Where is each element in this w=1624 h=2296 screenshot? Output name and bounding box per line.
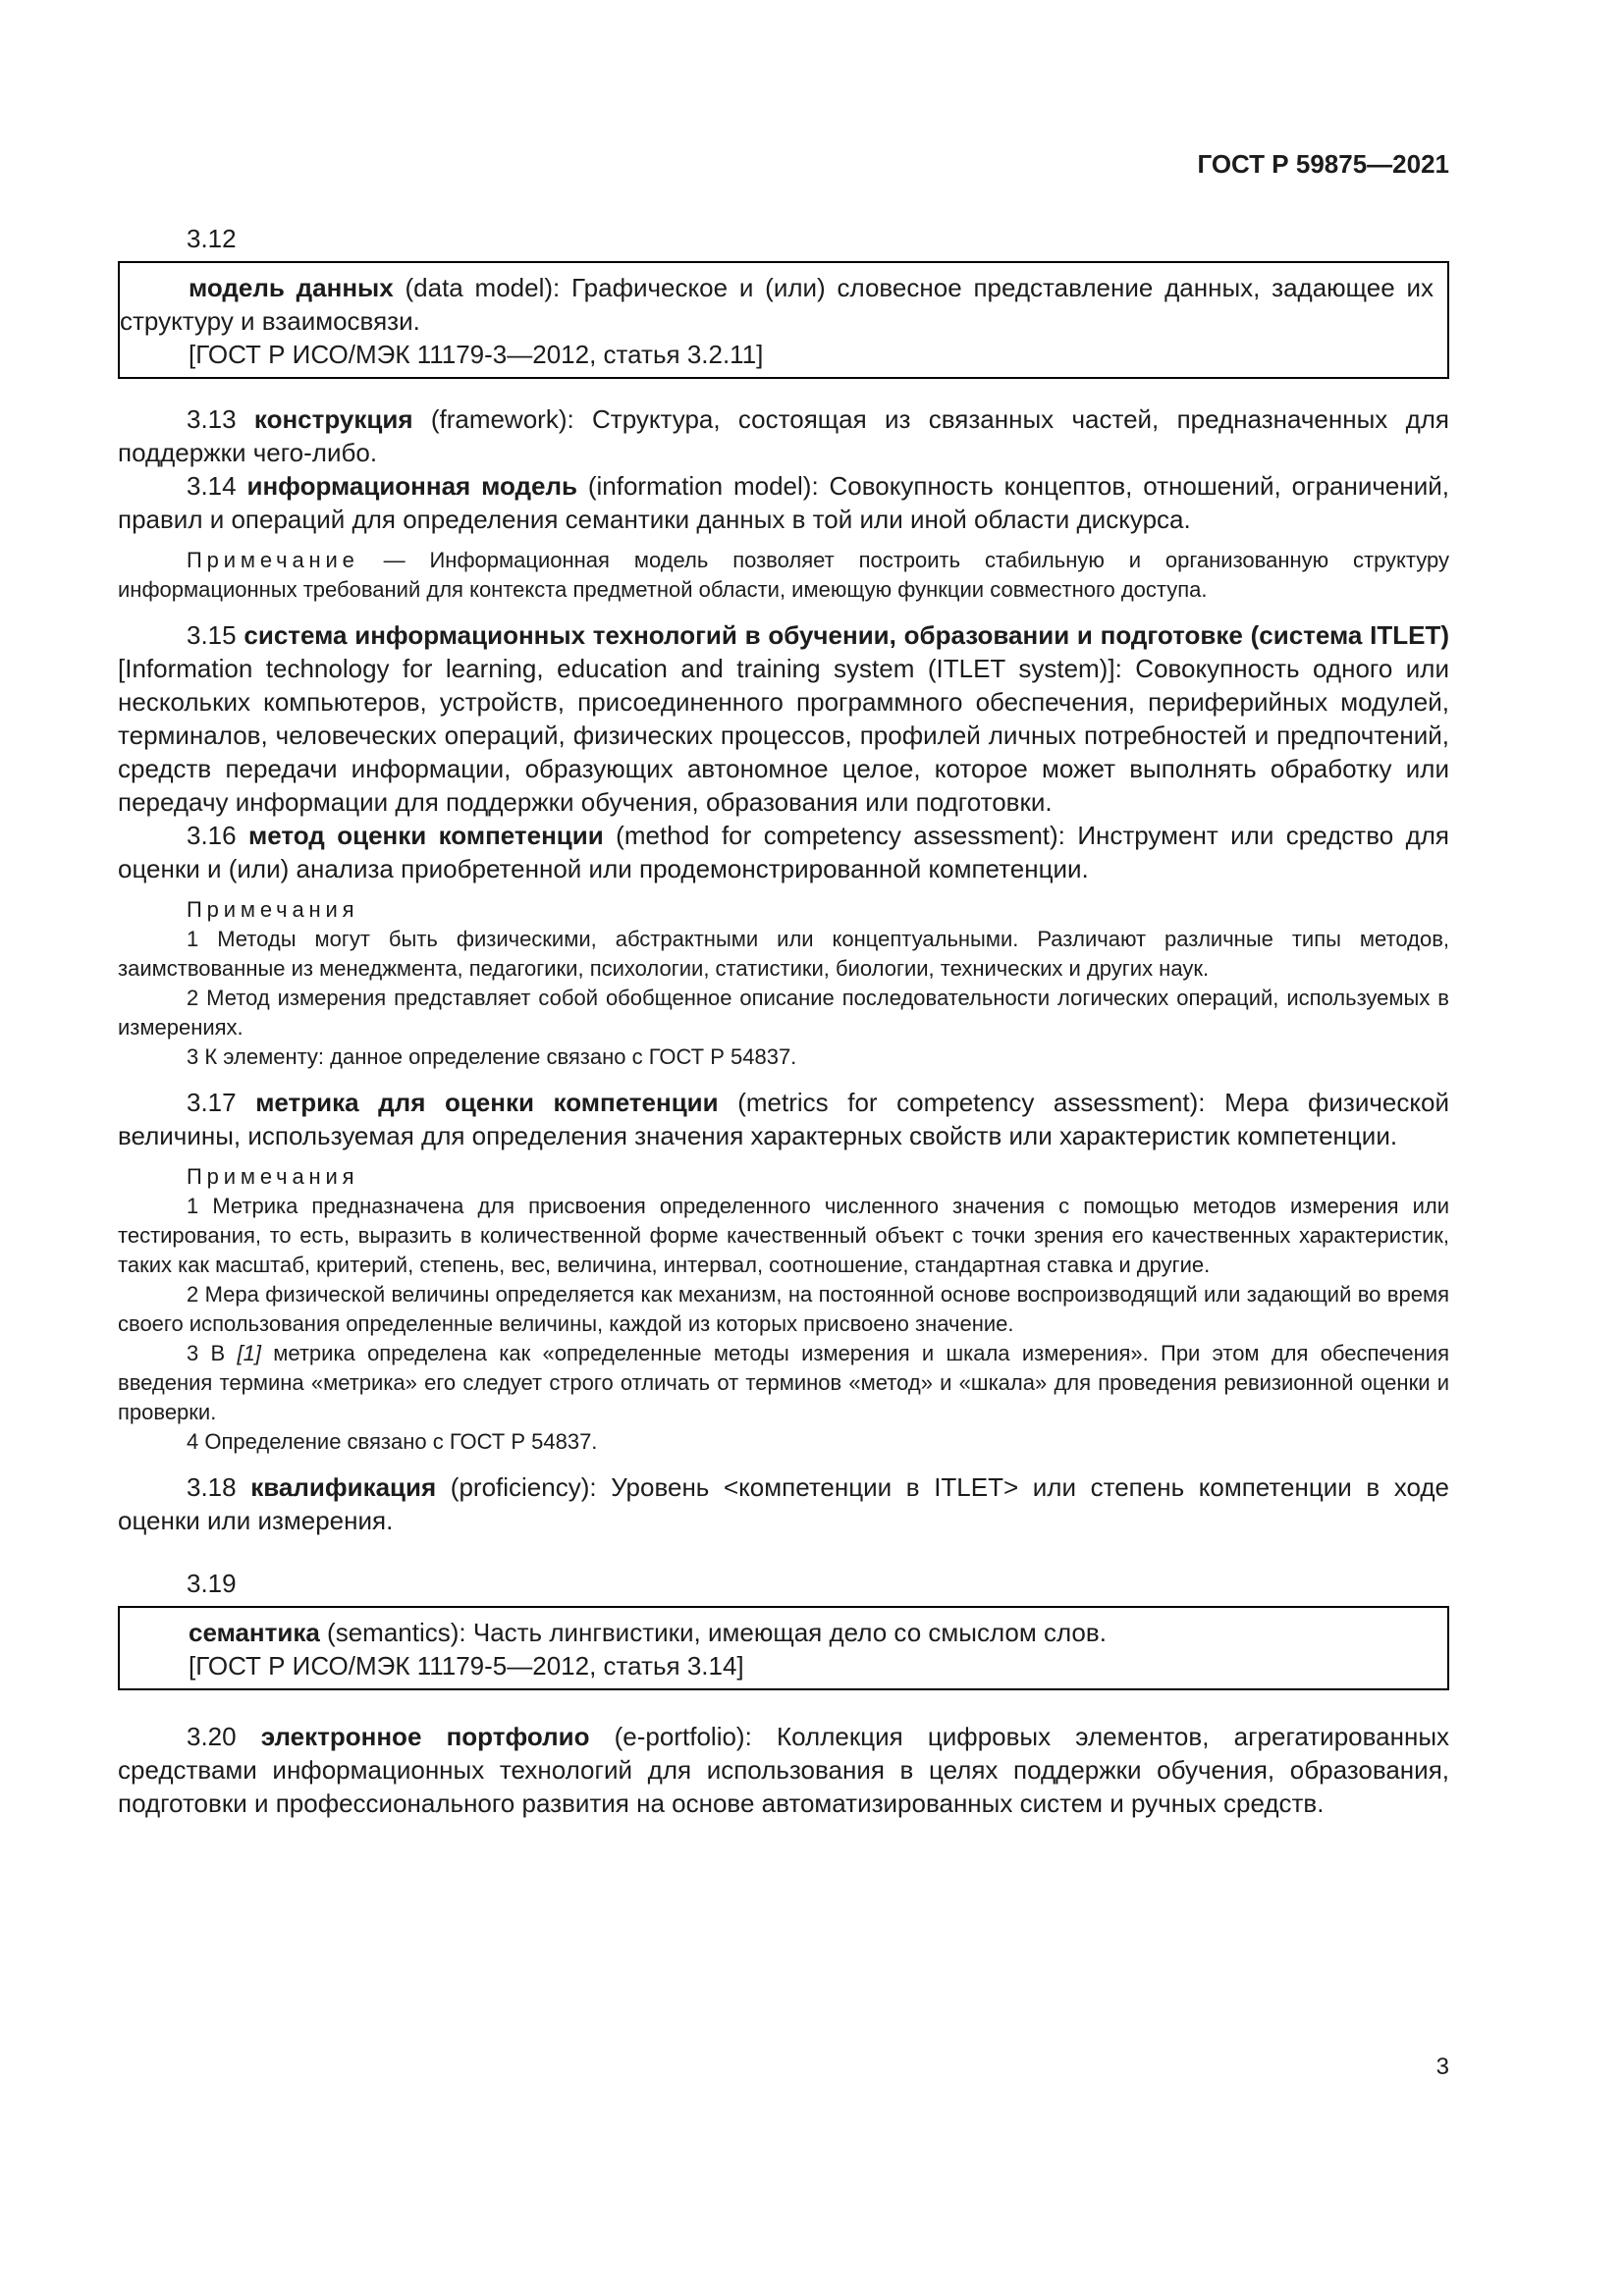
term-english: (proficiency): [436, 1472, 612, 1502]
definition-text: Уровень <компетенции в ITLET> или степень компетенции в ходе оценки или измерения. [118, 1472, 1450, 1535]
source-reference: [ГОСТ Р ИСО/МЭК 11179-3—2012, статья 3.2.11] [189, 340, 764, 369]
definition-text: Инструмент или средство для оценки и (или) анализа приобретенной или продемонстрированной компетенции. [118, 821, 1450, 883]
term-english: (semantics): [319, 1618, 473, 1647]
section-number: 3.16 [187, 821, 249, 850]
term-english: (framework): [412, 404, 593, 434]
section-number: 3.19 [187, 1569, 237, 1598]
document-body [118, 222, 1449, 1820]
definition-paragraph [118, 1086, 1449, 1152]
page-number: 3 [1435, 2054, 1449, 2080]
note-item: 2 Метод измерения представляет собой обобщенное описание последовательности логических операций, используемых в измерениях. [118, 986, 1449, 1040]
definition-paragraph [120, 1616, 1434, 1649]
term-english: (information model): [576, 471, 830, 501]
term: квалификация [250, 1472, 437, 1502]
section-number: 3.18 [187, 1472, 251, 1502]
definition-paragraph [120, 271, 1434, 338]
term-english: [Information technology for learning, education and training system (ITLET system)]: [118, 654, 1136, 683]
definition-paragraph [118, 1720, 1449, 1820]
definition-text: Коллекция цифровых элементов, агрегатированных средствами информационных технологий для использования в целях поддержки обучения, образования, подготовки и профессионального развития на основе автоматизированных систем и ручных средств. [118, 1722, 1450, 1818]
section-number: 3.14 [187, 471, 247, 501]
definition-text: Совокупность одного или нескольких компьютеров, устройств, присоединенного программного обеспечения, периферийных модулей, терминалов, человеческих операций, физических процессов, профилей личных потребностей и предпочтений, средств передачи информации, образующих автономное целое, которое может выполнять обработку или передачу информации для поддержки обучения, образования или подготовки. [118, 654, 1449, 817]
note-paragraph [118, 546, 1449, 605]
term: электронное портфолио [260, 1722, 590, 1751]
term: информационная модель [246, 471, 577, 501]
term: конструкция [253, 404, 413, 434]
note-item: 3 В [1] метрика определена как «определенные методы измерения и шкала измерения». При этом для обеспечения введения термина «метрика» его следует строго отличать от терминов «метод» и «шкала» для проведения ревизионной оценки и проверки. [118, 1341, 1449, 1424]
note-item: 2 Мера физической величины определяется как механизм, на постоянной основе воспроизводящий или задающий во время своего использования определенные величины, каждой из которых присвоено значение. [118, 1282, 1449, 1336]
notes-label: Примечания [187, 1164, 359, 1189]
note-item: 1 Методы могут быть физическими, абстрактными или концептуальными. Различают различные типы методов, заимствованные из менеджмента, педагогики, психологии, статистики, биологии, технических и других наук. [118, 927, 1449, 981]
definition-text: Часть лингвистики, имеющая дело со смыслом слов. [472, 1618, 1107, 1647]
term: метод оценки компетенции [248, 821, 604, 850]
definition-paragraph [118, 819, 1449, 885]
term: семантика [189, 1618, 320, 1647]
term-english: (method for competency assessment): [603, 821, 1078, 850]
definition-paragraph [118, 402, 1449, 469]
definition-text: Мера физической величины, используемая для определения значения характерных свойств или характеристик компетенции. [118, 1088, 1449, 1150]
note-text: — Информационная модель позволяет построить стабильную и организованную структуру информационных требований для контекста предметной области, имеющую функции совместного доступа. [118, 548, 1449, 602]
term-english: (metrics for competency assessment): [718, 1088, 1225, 1117]
definition-paragraph [118, 618, 1449, 819]
section-number: 3.15 [187, 620, 244, 650]
source-reference: [ГОСТ Р ИСО/МЭК 11179-5—2012, статья 3.14] [189, 1651, 744, 1681]
definition-text: Совокупность концептов, отношений, ограничений, правил и операций для определения семантики данных в той или иной области дискурса. [118, 471, 1450, 534]
note-item: 1 Метрика предназначена для присвоения определенного численного значения с помощью методов измерения или тестирования, то есть, выразить в количественной форме качественный объект с точки зрения его качественных характеристик, таких как масштаб, критерий, степень, вес, величина, интервал, соотношение, стандартная ставка и другие. [118, 1194, 1449, 1277]
standard-header: ГОСТ Р 59875—2021 [1197, 149, 1449, 179]
term: метрика для оценки компетенции [255, 1088, 719, 1117]
note-item: 4 Определение связано с ГОСТ Р 54837. [187, 1429, 598, 1454]
section-number: 3.20 [187, 1722, 261, 1751]
term-box [118, 261, 1449, 379]
definition-paragraph [118, 1470, 1449, 1537]
term-box [118, 1606, 1449, 1690]
section-number: 3.12 [187, 224, 237, 253]
term-english: (e-portfolio): [589, 1722, 777, 1751]
definition-paragraph [118, 469, 1449, 536]
note-item: 3 К элементу: данное определение связано с ГОСТ Р 54837. [187, 1044, 797, 1069]
term: модель данных [189, 273, 394, 302]
definition-text: Графическое и (или) словесное представление данных, задающее их структуру и взаимосвязи. [120, 273, 1434, 336]
note-label: Примечание [187, 548, 359, 572]
section-number: 3.17 [187, 1088, 256, 1117]
notes-label: Примечания [187, 897, 359, 922]
section-number: 3.13 [187, 404, 254, 434]
definition-text: Структура, состоящая из связанных частей, предназначенных для поддержки чего-либо. [118, 404, 1449, 467]
term: система информационных технологий в обучении, образовании и подготовке (система ITLET) [244, 620, 1450, 650]
term-english: (data model): [393, 273, 572, 302]
bibliography-reference: [1] [237, 1341, 261, 1365]
